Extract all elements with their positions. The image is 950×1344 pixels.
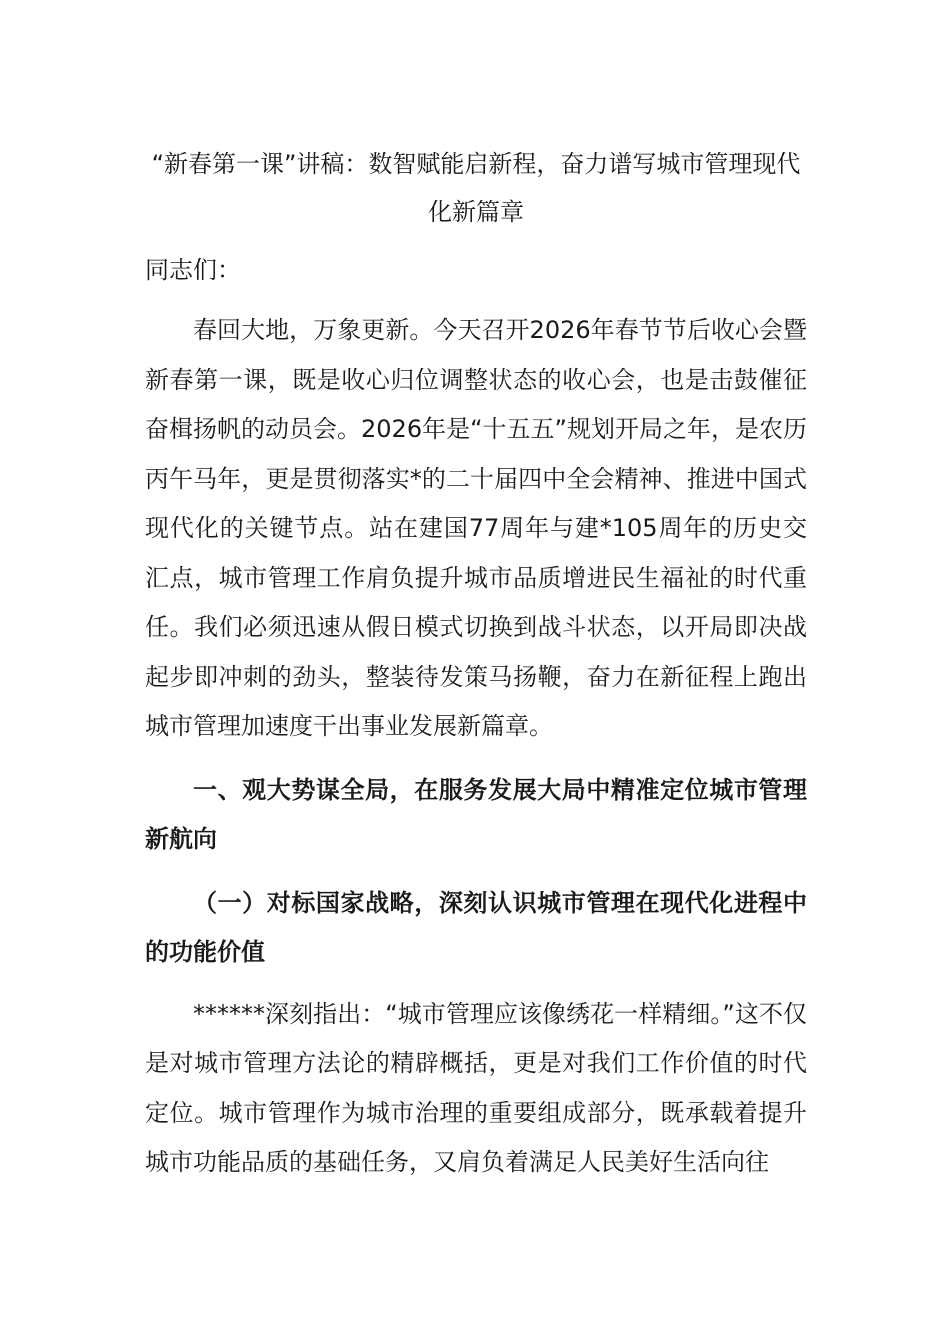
subsection-heading-1: （一）对标国家战略，深刻认识城市管理在现代化进程中的功能价值 <box>145 888 807 966</box>
document-title: “新春第一课”讲稿：数智赋能启新程，奋力谱写城市管理现代化新篇章 <box>151 150 801 226</box>
salutation: 同志们： <box>145 256 241 284</box>
document-page <box>145 140 807 1188</box>
paragraph-body: ******深刻指出：“城市管理应该像绣花一样精细。”这不仅是对城市管理方法论的精辟概括，更是对我们工作价值的时代定位。城市管理作为城市治理的重要组成部分，既承载着提升城市功能品质的基础任务，又肩负着满足人民美好生活向往 <box>145 999 807 1176</box>
paragraph-intro: 春回大地，万象更新。今天召开2026年春节节后收心会暨新春第一课，既是收心归位调整状态的收心会，也是击鼓催征奋楫扬帆的动员会。2026年是“十五五”规划开局之年，是农历丙午马年，更是贯彻落实*的二十届四中全会精神、推进中国式现代化的关键节点。站在建国77周年与建*105周年的历史交汇点，城市管理工作肩负提升城市品质增进民生福祉的时代重任。我们必须迅速从假日模式切换到战斗状态，以开局即决战起步即冲刺的劲头，整装待发策马扬鞭，奋力在新征程上跑出城市管理加速度干出事业发展新篇章。 <box>145 316 807 740</box>
section-heading-1: 一、观大势谋全局，在服务发展大局中精准定位城市管理新航向 <box>145 775 807 853</box>
